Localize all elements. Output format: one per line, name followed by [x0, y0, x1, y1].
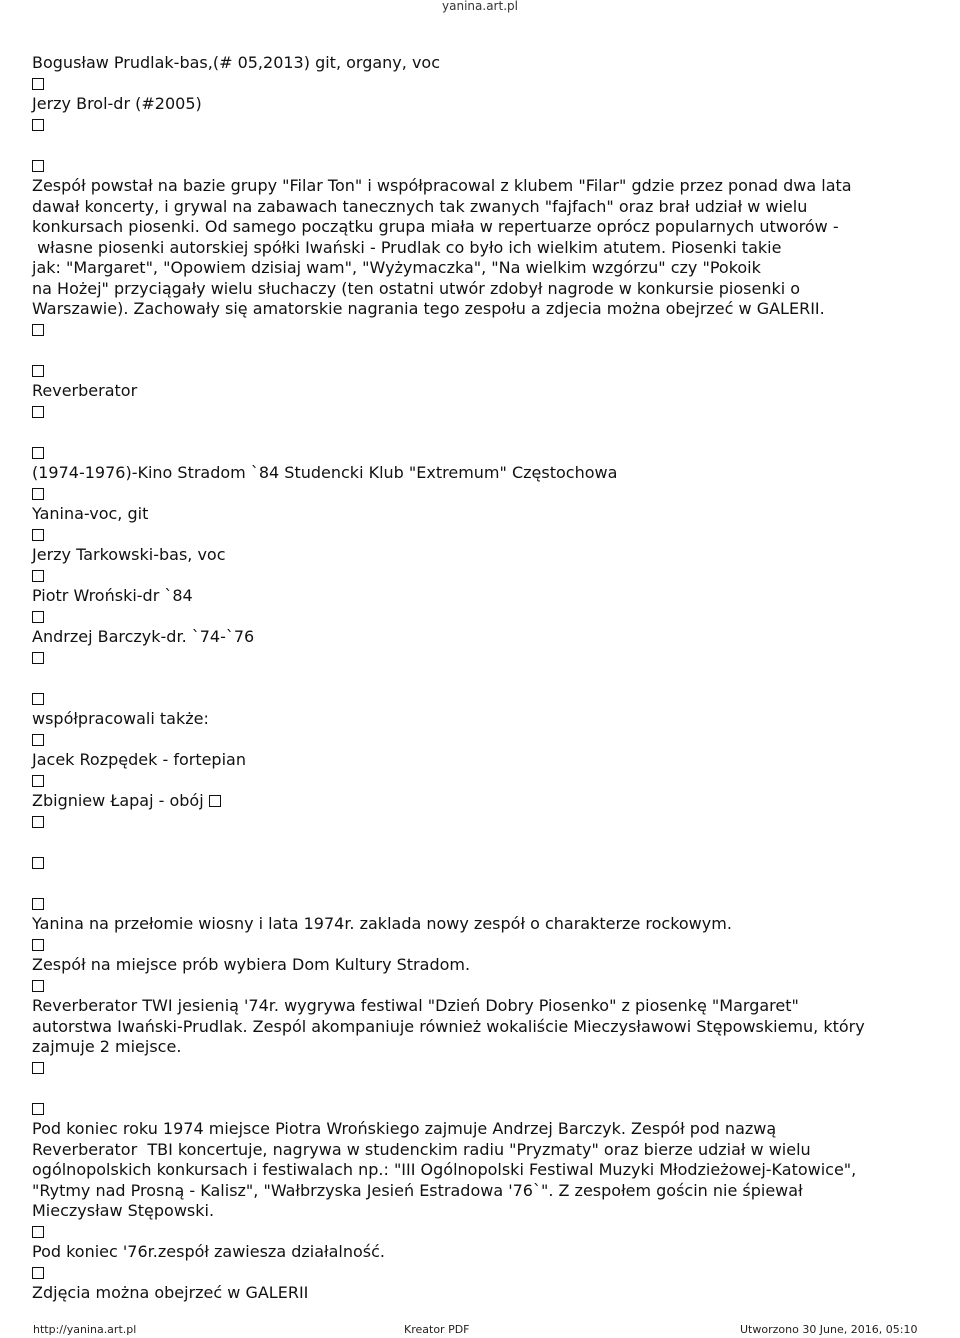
checkbox-icon	[32, 488, 44, 500]
text-line: Zespół powstał na bazie grupy "Filar Ton" i współpracowal z klubem "Filar" gdzie przez ponad dwa lata	[32, 176, 852, 195]
history-line: "Rytmy nad Prosną - Kalisz", "Wałbrzyska Jesień Estradowa '76`". Z zespołem gościn nie śpiewał	[32, 1180, 803, 1200]
history-line: autorstwa Iwański-Prudlak. Zespól akompaniuje również wokaliście Mieczysławowi Stępowskiemu, który	[32, 1016, 865, 1036]
text-line: własne piosenki autorskiej spółki Iwański - Prudlak co było ich wielkim atutem. Piosenki takie	[32, 237, 782, 257]
text-line: konkursach piosenki. Od samego początku grupa miała w repertuarze oprócz popularnych utworów -	[32, 217, 839, 236]
checkbox-icon	[32, 1103, 44, 1115]
history-line: Zespół na miejsce prób wybiera Dom Kultury Stradom.	[32, 955, 471, 974]
history-line: Pod koniec roku 1974 miejsce Piotra Wrońskiego zajmuje Andrzej Barczyk. Zespół pod nazwą	[32, 1119, 777, 1138]
collaborators-heading: współpracowali także:	[32, 709, 209, 728]
text-line: Warszawie). Zachowały się amatorskie nagrania tego zespołu a zdjecia można obejrzeć w GALERII.	[32, 299, 825, 318]
history-line: Mieczysław Stępowski.	[32, 1201, 215, 1220]
checkbox-icon	[32, 447, 44, 459]
member-line: Yanina-voc, git	[32, 504, 149, 523]
checkbox-icon	[32, 570, 44, 582]
checkbox-icon	[32, 406, 44, 418]
member-line: Bogusław Prudlak-bas,(# 05,2013) git, organy, voc	[32, 53, 440, 72]
checkbox-icon	[32, 365, 44, 377]
history-line: zajmuje 2 miejsce.	[32, 1037, 182, 1056]
history-line: Reverberator TWI jesienią '74r. wygrywa festiwal "Dzień Dobry Piosenko" z piosenkę "Margaret"	[32, 996, 799, 1015]
footer-creator: Kreator PDF	[404, 1323, 470, 1336]
history-line: Yanina na przełomie wiosny i lata 1974r. zaklada nowy zespół o charakterze rockowym.	[32, 914, 732, 933]
checkbox-icon	[32, 693, 44, 705]
checkbox-icon	[32, 775, 44, 787]
member-line: Jerzy Brol-dr (#2005)	[32, 94, 202, 113]
member-line: Piotr Wroński-dr `84	[32, 586, 193, 605]
checkbox-icon	[209, 795, 221, 807]
checkbox-icon	[32, 980, 44, 992]
checkbox-icon	[32, 898, 44, 910]
member-line: Jerzy Tarkowski-bas, voc	[32, 545, 226, 564]
checkbox-icon	[32, 1062, 44, 1074]
history-line: Pod koniec '76r.zespół zawiesza działalność.	[32, 1242, 385, 1261]
history-line: Reverberator TBI koncertuje, nagrywa w studenckim radiu "Pryzmaty" oraz bierze udział w wielu	[32, 1139, 811, 1159]
checkbox-icon	[32, 1267, 44, 1279]
checkbox-icon	[32, 939, 44, 951]
collaborator-line: Zbigniew Łapaj - obój	[32, 791, 204, 810]
checkbox-icon	[32, 160, 44, 172]
checkbox-icon	[32, 857, 44, 869]
checkbox-icon	[32, 529, 44, 541]
checkbox-icon	[32, 1226, 44, 1238]
text-line: dawał koncerty, i grywal na zabawach tanecznych tak zwanych "fajfach" oraz brał udział w wielu	[32, 196, 808, 216]
collaborator-line: Jacek Rozpędek - fortepian	[32, 750, 246, 769]
text-line: na Hożej" przyciągały wielu słuchaczy (ten ostatni utwór zdobył nagrode w konkursie piosenki o	[32, 278, 801, 298]
history-line: Zdjęcia można obejrzeć w GALERII	[32, 1283, 309, 1302]
article-body	[32, 53, 928, 1304]
checkbox-icon	[32, 734, 44, 746]
band-name: Reverberator	[32, 381, 138, 400]
checkbox-icon	[32, 324, 44, 336]
footer-url: http://yanina.art.pl	[33, 1323, 137, 1336]
footer-created: Utworzono 30 June, 2016, 05:10	[740, 1323, 918, 1336]
checkbox-icon	[32, 78, 44, 90]
checkbox-icon	[32, 611, 44, 623]
band-years: (1974-1976)-Kino Stradom `84 Studencki Klub "Extremum" Częstochowa	[32, 463, 618, 482]
page-header-site: yanina.art.pl	[442, 0, 518, 13]
checkbox-icon	[32, 652, 44, 664]
text-line: jak: "Margaret", "Opowiem dzisiaj wam", "Wyżymaczka", "Na wielkim wzgórzu" czy "Pokoik	[32, 258, 761, 277]
checkbox-icon	[32, 119, 44, 131]
checkbox-icon	[32, 816, 44, 828]
history-line: ogólnopolskich konkursach i festiwalach np.: "III Ogólnopolski Festiwal Muzyki Młodzieżowej-Katowice",	[32, 1160, 857, 1179]
member-line: Andrzej Barczyk-dr. `74-`76	[32, 627, 255, 646]
